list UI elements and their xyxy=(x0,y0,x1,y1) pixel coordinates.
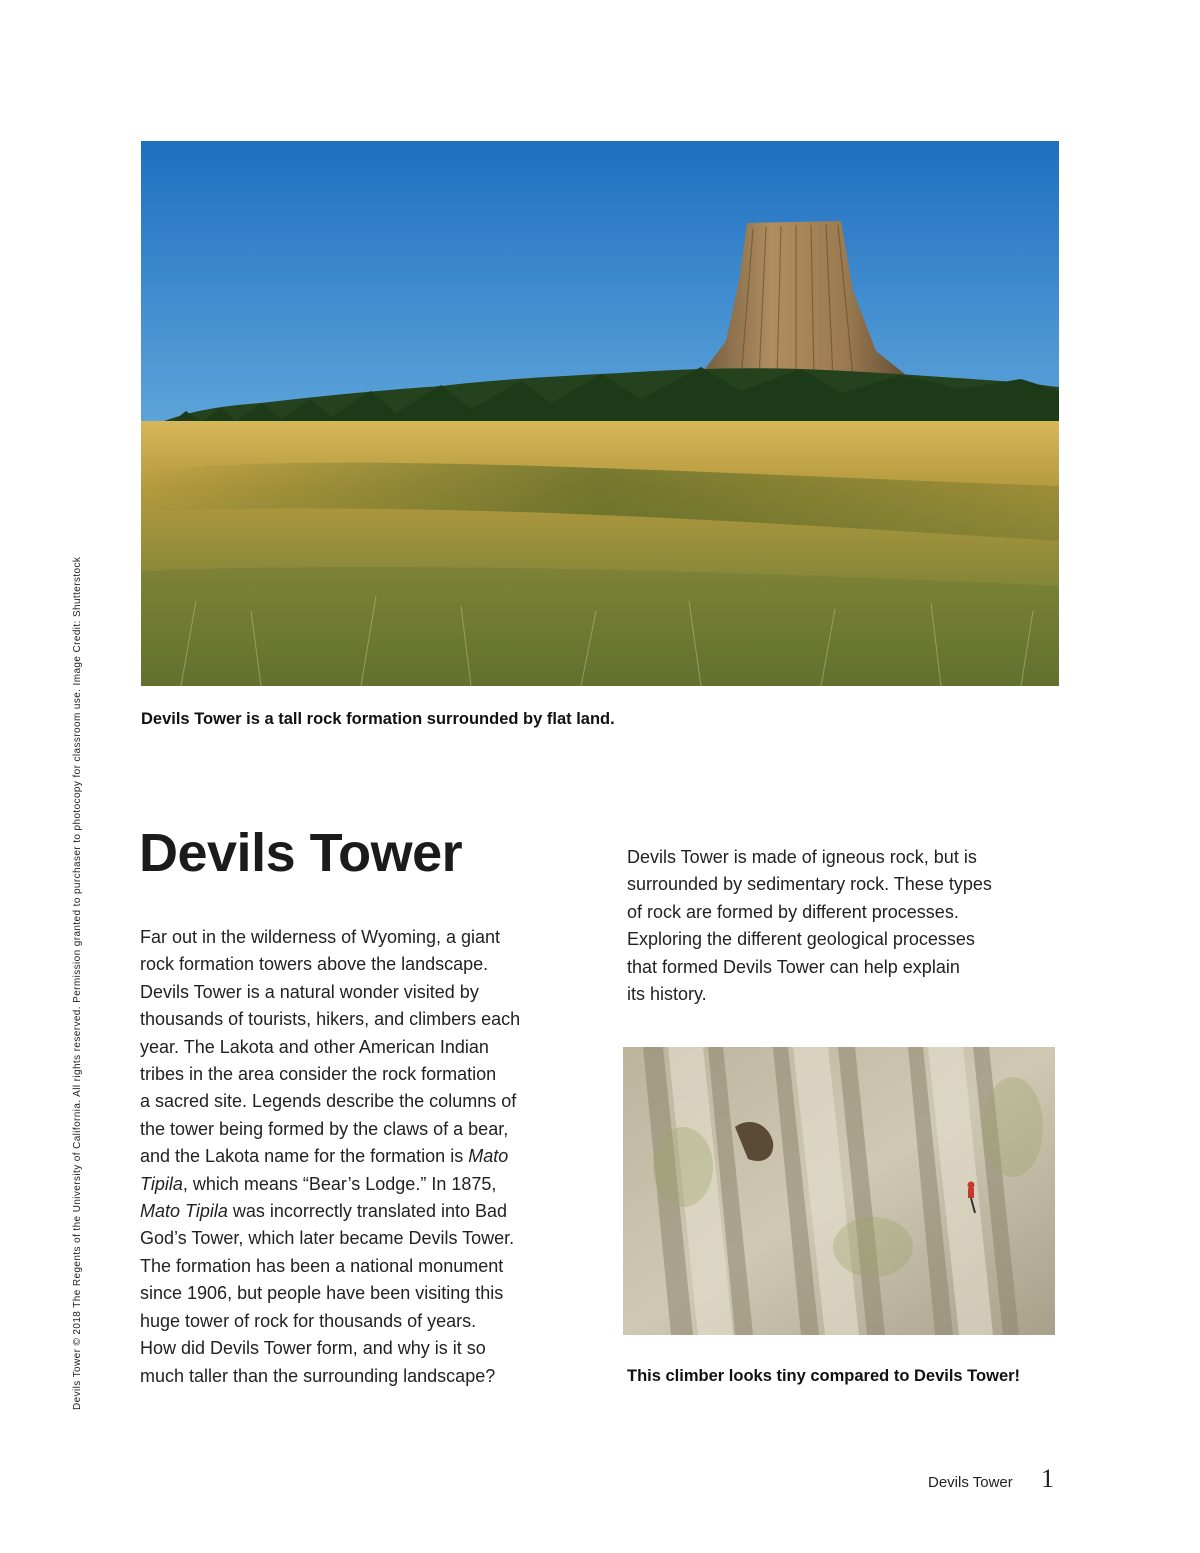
paragraph-line: tribes in the area consider the rock formation xyxy=(140,1064,497,1085)
climber-caption: This climber looks tiny compared to Devils Tower! xyxy=(627,1367,1021,1385)
paragraph-line: much taller than the surrounding landscape? xyxy=(140,1365,496,1386)
rock-types-paragraph xyxy=(627,844,1067,1008)
paragraph-line: a sacred site. Legends describe the columns of xyxy=(140,1091,517,1112)
paragraph-line: Devils Tower is a natural wonder visited by xyxy=(140,981,479,1002)
paragraph-line: God’s Tower, which later became Devils Tower. xyxy=(140,1228,515,1249)
devils-tower-landscape-icon xyxy=(141,141,1059,686)
lakota-name-italic: Mato Tipila xyxy=(140,1201,228,1222)
footer-title: Devils Tower xyxy=(928,1474,1013,1491)
lakota-name-italic: Tipila xyxy=(140,1173,183,1194)
paragraph-line xyxy=(140,1143,585,1170)
paragraph-line: Devils Tower is made of igneous rock, but is xyxy=(627,847,977,867)
paragraph-line: huge tower of rock for thousands of years. xyxy=(140,1310,477,1331)
page-title: Devils Tower xyxy=(139,823,463,883)
line-text: was incorrectly translated into Bad xyxy=(227,1201,508,1222)
paragraph-line: Far out in the wilderness of Wyoming, a giant xyxy=(140,927,501,947)
line-text: and the Lakota name for the formation is xyxy=(140,1146,469,1167)
paragraph-line xyxy=(140,1171,585,1198)
paragraph-line xyxy=(140,1198,585,1225)
intro-paragraph xyxy=(140,924,585,1390)
hero-photo xyxy=(141,141,1059,686)
paragraph-line: year. The Lakota and other American Indian xyxy=(140,1036,489,1057)
paragraph-line: of rock are formed by different processes. xyxy=(627,901,959,922)
climber-photo xyxy=(623,1047,1055,1335)
paragraph-line: The formation has been a national monument xyxy=(140,1255,504,1276)
paragraph-line: that formed Devils Tower can help explain xyxy=(627,956,960,977)
climber-rock-columns-icon xyxy=(623,1047,1055,1335)
paragraph-line: surrounded by sedimentary rock. These types xyxy=(627,874,992,895)
paragraph-line: Exploring the different geological processes xyxy=(627,929,975,950)
paragraph-line: the tower being formed by the claws of a bear, xyxy=(140,1118,509,1139)
hero-caption: Devils Tower is a tall rock formation surrounded by flat land. xyxy=(141,710,615,728)
paragraph-line: rock formation towers above the landscape. xyxy=(140,954,489,975)
lakota-name-italic: Mato xyxy=(468,1146,509,1167)
image-credit-line: Devils Tower © 2018 The Regents of the University of California. All rights reserved. Permission granted to purchaser to photocopy for classroom use. Image Credit: Shutterstock xyxy=(72,556,83,1410)
page-number: 1 xyxy=(1041,1464,1054,1493)
line-text: , which means “Bear’s Lodge.” In 1875, xyxy=(182,1173,497,1194)
paragraph-line: since 1906, but people have been visiting this xyxy=(140,1283,504,1304)
paragraph-line: How did Devils Tower form, and why is it so xyxy=(140,1338,486,1359)
paragraph-line: thousands of tourists, hikers, and climbers each xyxy=(140,1009,521,1030)
paragraph-line: its history. xyxy=(627,984,707,1005)
